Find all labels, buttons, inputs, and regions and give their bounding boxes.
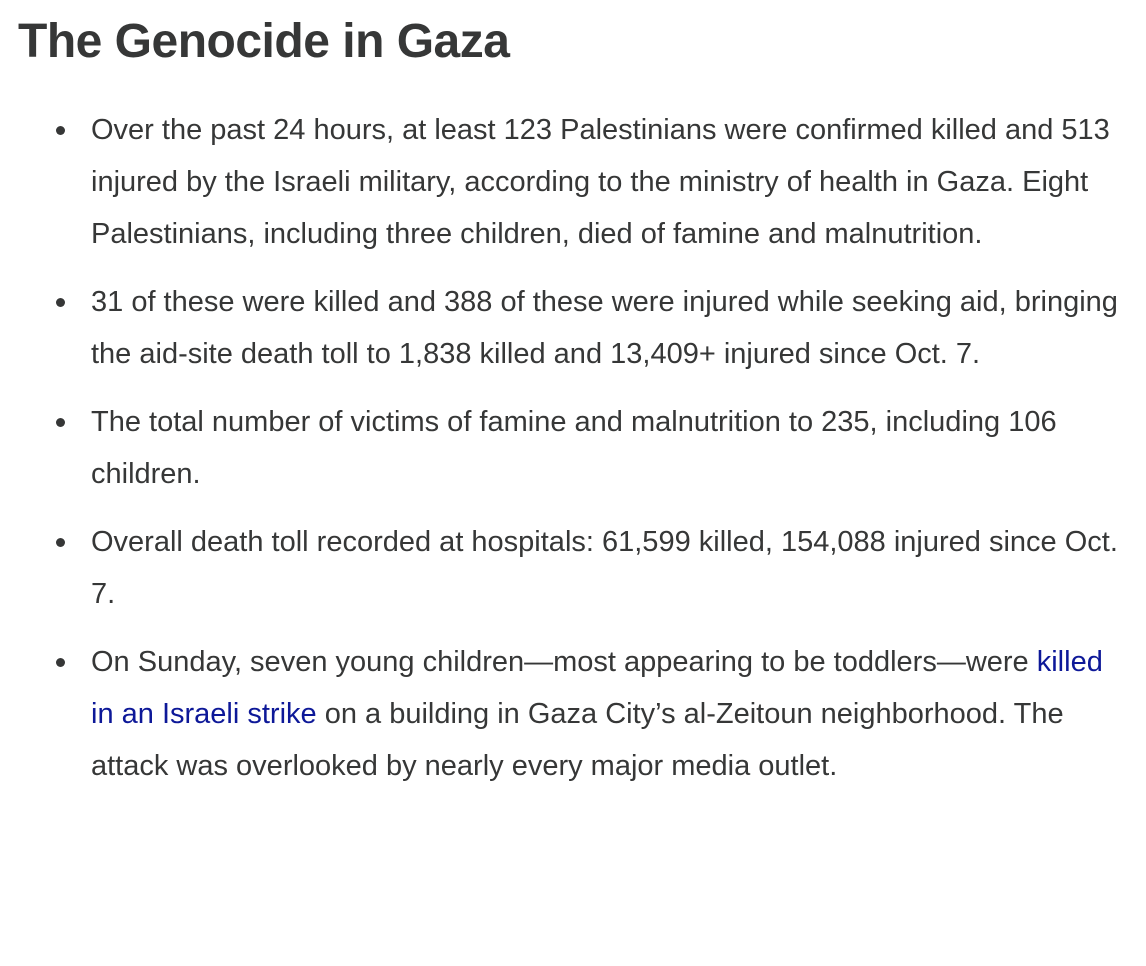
list-item-text-before-link: On Sunday, seven young children—most appearing to be toddlers—were <box>91 646 1037 678</box>
list-item <box>18 516 1128 620</box>
list-item-text: Overall death toll recorded at hospitals: 61,599 killed, 154,088 injured since Oct. 7. <box>91 526 1118 610</box>
list-item-text-after-link: on a building in Gaza City’s al-Zeitoun neighborhood. The attack was overlooked by nearly every major media outlet. <box>91 698 1064 782</box>
list-item <box>18 104 1128 260</box>
bullet-icon <box>56 538 65 547</box>
strike-article-link[interactable]: killed in an Israeli strike <box>91 646 1103 730</box>
list-item-text: 31 of these were killed and 388 of these were injured while seeking aid, bringing the aid-site death toll to 1,838 killed and 13,409+ injured since Oct. 7. <box>91 286 1118 370</box>
list-item-text: Over the past 24 hours, at least 123 Palestinians were confirmed killed and 513 injured by the Israeli military, according to the ministry of health in Gaza. Eight Palestinians, including three children, died of famine and malnutrition. <box>91 114 1110 250</box>
list-item <box>18 636 1128 792</box>
list-item <box>18 396 1128 500</box>
list-item-text: The total number of victims of famine and malnutrition to 235, including 106 children. <box>91 406 1057 490</box>
section-heading: The Genocide in Gaza <box>18 15 510 68</box>
article <box>18 0 1128 782</box>
bullet-icon <box>56 658 65 667</box>
bullet-icon <box>56 126 65 135</box>
bullet-icon <box>56 298 65 307</box>
bullet-list <box>18 104 1128 808</box>
bullet-icon <box>56 418 65 427</box>
list-item <box>18 276 1128 380</box>
